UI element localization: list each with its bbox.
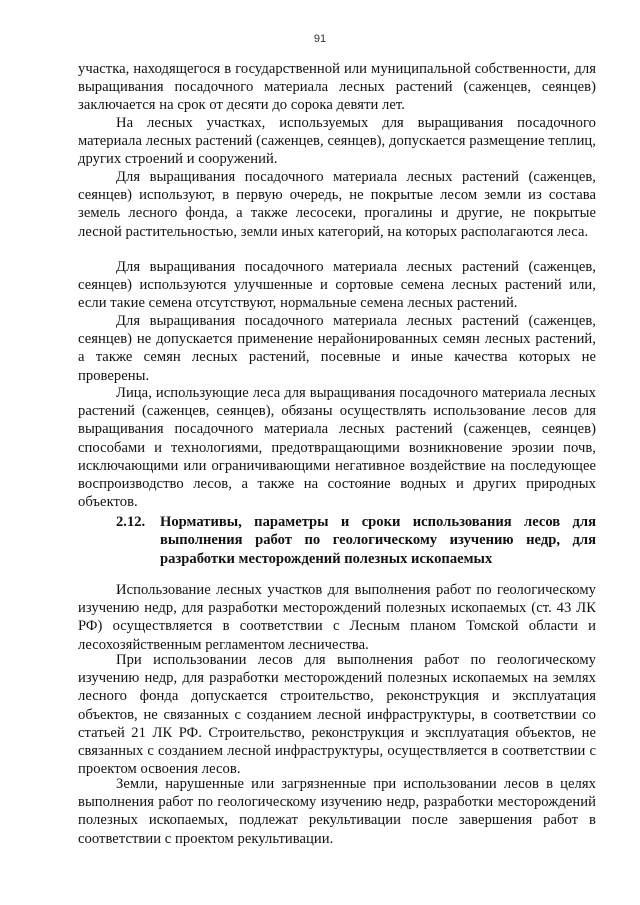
paragraph-lease-term: участка, находящегося в государственной или муниципальной собственности, для выращивания посадочного материала лесных растений (саженцев, сеянцев) заключается на срок от десяти до сорока девяти лет.	[78, 61, 596, 114]
paragraph-seeds: Для выращивания посадочного материала лесных растений (саженцев, сеянцев) используются улучшенные и сортовые семена лесных растений или, если такие семена отсутствуют, нормальные семена лесных растений.	[78, 259, 596, 312]
section-title-line: выполнения работ по геологическому изучению недр, для	[160, 532, 596, 549]
paragraph-greenhouses: На лесных участках, используемых для выращивания посадочного материала лесных растений (саженцев, сеянцев), допускается размещение теплиц, других строений и сооружений.	[78, 115, 596, 168]
paragraph-unzoned-seeds: Для выращивания посадочного материала лесных растений (саженцев, сеянцев) не допускается применение нерайонированных семян лесных растений, а также семян лесных растений, посевные и иные качества которых не проверены.	[78, 313, 596, 384]
paragraph-land-use: Для выращивания посадочного материала лесных растений (саженцев, сеянцев) используют, в первую очередь, не покрытые лесом земли из состава земель лесного фонда, а также лесосеки, прогалины и другие, не покрытые лесной растительностью, земли иных категорий, на которых располагаются леса.	[78, 169, 596, 240]
section-title	[160, 513, 596, 568]
section-number: 2.12.	[116, 514, 146, 530]
paragraph-obligations: Лица, использующие леса для выращивания посадочного материала лесных растений (саженцев, сеянцев), обязаны осуществлять использование лесов для выращивания посадочного материала лесных растений (саженцев, сеянцев) способами и технологиями, предотвращающими возникновение эрозии почв, исключающими или ограничивающими негативное воздействие на последующее воспроизводство лесов, а также на состояние водных и других природных объектов.	[78, 385, 596, 511]
section-title-line: Нормативы, параметры и сроки использования лесов для	[160, 514, 596, 530]
section-heading	[116, 513, 596, 568]
section-title-line: разработки месторождений полезных ископаемых	[160, 550, 493, 567]
paragraph-construction: При использовании лесов для выполнения работ по геологическому изучению недр, для разработки месторождений полезных ископаемых на землях лесного фонда допускается строительство, реконструкция и эксплуатация объектов, не связанных с созданием лесной инфраструктуры, в соответствии со статьей 21 ЛК РФ. Строительство, реконструкция и эксплуатация объектов, не связанных с созданием лесной инфраструктуры, осуществляется в соответствии с проектом освоения лесов.	[78, 652, 596, 778]
page-number: 91	[313, 33, 327, 45]
paragraph-reclamation: Земли, нарушенные или загрязненные при использовании лесов в целях выполнения работ по геологическому изучению недр, разработки месторождений полезных ископаемых, подлежат рекультивации после завершения работ в соответствии с проектом рекультивации.	[78, 776, 596, 847]
paragraph-geology-use: Использование лесных участков для выполнения работ по геологическому изучению недр, для разработки месторождений полезных ископаемых (ст. 43 ЛК РФ) осуществляется в соответствии с Лесным планом Томской области и лесохозяйственным регламентом лесничества.	[78, 582, 596, 653]
